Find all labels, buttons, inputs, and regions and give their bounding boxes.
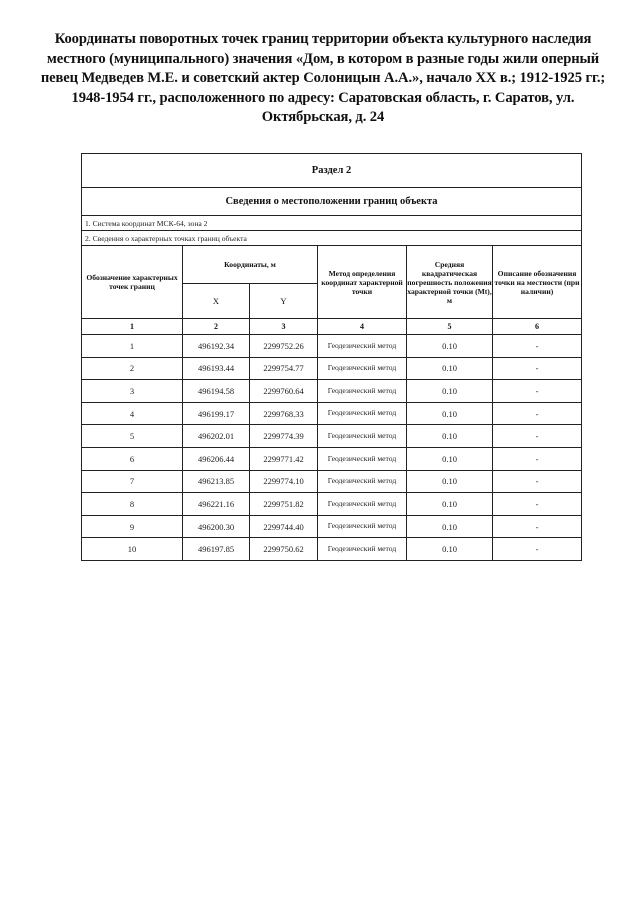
- cell-error: 0.10: [407, 470, 493, 493]
- column-number: 1: [82, 319, 183, 335]
- cell-error: 0.10: [407, 515, 493, 538]
- cell-x: 496221.16: [183, 493, 250, 516]
- cell-y: 2299774.39: [250, 425, 318, 448]
- cell-error: 0.10: [407, 493, 493, 516]
- cell-description: -: [493, 447, 582, 470]
- cell-x: 496194.58: [183, 380, 250, 403]
- cell-y: 2299754.77: [250, 357, 318, 380]
- cell-x: 496213.85: [183, 470, 250, 493]
- cell-error: 0.10: [407, 425, 493, 448]
- cell-point-number: 6: [82, 447, 183, 470]
- cell-method: Геодезический метод: [318, 425, 407, 448]
- cell-method: Геодезический метод: [318, 335, 407, 358]
- cell-method: Геодезический метод: [318, 538, 407, 561]
- cell-y: 2299774.10: [250, 470, 318, 493]
- cell-method: Геодезический метод: [318, 515, 407, 538]
- cell-y: 2299768.33: [250, 402, 318, 425]
- column-number: 2: [183, 319, 250, 335]
- document-title: Координаты поворотных точек границ территории объекта культурного наследия местного (муниципального) значения «Дом, в котором в разные годы жили оперный певец Медведев М.Е. и советский актер Солоницын А.А.», начало XX в.; 1912-1925 гг.; 1948-1954 гг., расположенного по адресу: Саратовская область, г. Саратов, ул. Октябрьская, д. 24: [40, 31, 606, 125]
- cell-description: -: [493, 515, 582, 538]
- cell-point-number: 3: [82, 380, 183, 403]
- cell-y: 2299750.62: [250, 538, 318, 561]
- coordinates-table: [81, 153, 582, 561]
- table-row: [82, 470, 582, 493]
- cell-error: 0.10: [407, 447, 493, 470]
- cell-error: 0.10: [407, 335, 493, 358]
- cell-error: 0.10: [407, 538, 493, 561]
- header-coords: Координаты, м: [183, 246, 318, 284]
- cell-point-number: 9: [82, 515, 183, 538]
- cell-description: -: [493, 357, 582, 380]
- subsection-heading: Сведения о местоположении границ объекта: [82, 188, 582, 216]
- column-number: 3: [250, 319, 318, 335]
- table-row: [82, 425, 582, 448]
- cell-y: 2299751.82: [250, 493, 318, 516]
- header-description: Описание обозначения точки на местности (при наличии): [493, 246, 582, 319]
- header-error: Средняя квадратическая погрешность положения характерной точки (Mt), м: [407, 246, 493, 319]
- cell-description: -: [493, 425, 582, 448]
- header-point: Обозначение характерных точек границ: [82, 246, 183, 319]
- table-row: [82, 402, 582, 425]
- table-row: [82, 380, 582, 403]
- cell-method: Геодезический метод: [318, 470, 407, 493]
- cell-description: -: [493, 470, 582, 493]
- cell-x: 496197.85: [183, 538, 250, 561]
- cell-y: 2299760.64: [250, 380, 318, 403]
- cell-point-number: 10: [82, 538, 183, 561]
- cell-error: 0.10: [407, 357, 493, 380]
- table-row: [82, 538, 582, 561]
- cell-x: 496202.01: [183, 425, 250, 448]
- cell-error: 0.10: [407, 380, 493, 403]
- cell-x: 496206.44: [183, 447, 250, 470]
- cell-description: -: [493, 402, 582, 425]
- cell-description: -: [493, 335, 582, 358]
- cell-point-number: 1: [82, 335, 183, 358]
- cell-method: Геодезический метод: [318, 493, 407, 516]
- column-number: 4: [318, 319, 407, 335]
- table-row: [82, 357, 582, 380]
- coord-system-info: 1. Система координат МСК-64, зона 2: [82, 216, 582, 231]
- data-rows: [82, 335, 582, 561]
- header-y: Y: [250, 284, 318, 319]
- cell-description: -: [493, 380, 582, 403]
- cell-method: Геодезический метод: [318, 380, 407, 403]
- cell-x: 496192.34: [183, 335, 250, 358]
- cell-method: Геодезический метод: [318, 357, 407, 380]
- table-row: [82, 447, 582, 470]
- column-number: 6: [493, 319, 582, 335]
- cell-point-number: 4: [82, 402, 183, 425]
- cell-y: 2299771.42: [250, 447, 318, 470]
- cell-description: -: [493, 493, 582, 516]
- cell-error: 0.10: [407, 402, 493, 425]
- cell-x: 496200.30: [183, 515, 250, 538]
- header-method: Метод определения координат характерной точки: [318, 246, 407, 319]
- table-row: [82, 515, 582, 538]
- cell-y: 2299744.40: [250, 515, 318, 538]
- table-row: [82, 335, 582, 358]
- cell-point-number: 2: [82, 357, 183, 380]
- header-x: X: [183, 284, 250, 319]
- cell-y: 2299752.26: [250, 335, 318, 358]
- column-number-row: [82, 319, 582, 335]
- cell-point-number: 5: [82, 425, 183, 448]
- cell-x: 496193.44: [183, 357, 250, 380]
- cell-x: 496199.17: [183, 402, 250, 425]
- cell-point-number: 7: [82, 470, 183, 493]
- points-info: 2. Сведения о характерных точках границ объекта: [82, 231, 582, 246]
- cell-method: Геодезический метод: [318, 402, 407, 425]
- column-number: 5: [407, 319, 493, 335]
- cell-point-number: 8: [82, 493, 183, 516]
- cell-description: -: [493, 538, 582, 561]
- section-heading: Раздел 2: [82, 154, 582, 188]
- cell-method: Геодезический метод: [318, 447, 407, 470]
- table-row: [82, 493, 582, 516]
